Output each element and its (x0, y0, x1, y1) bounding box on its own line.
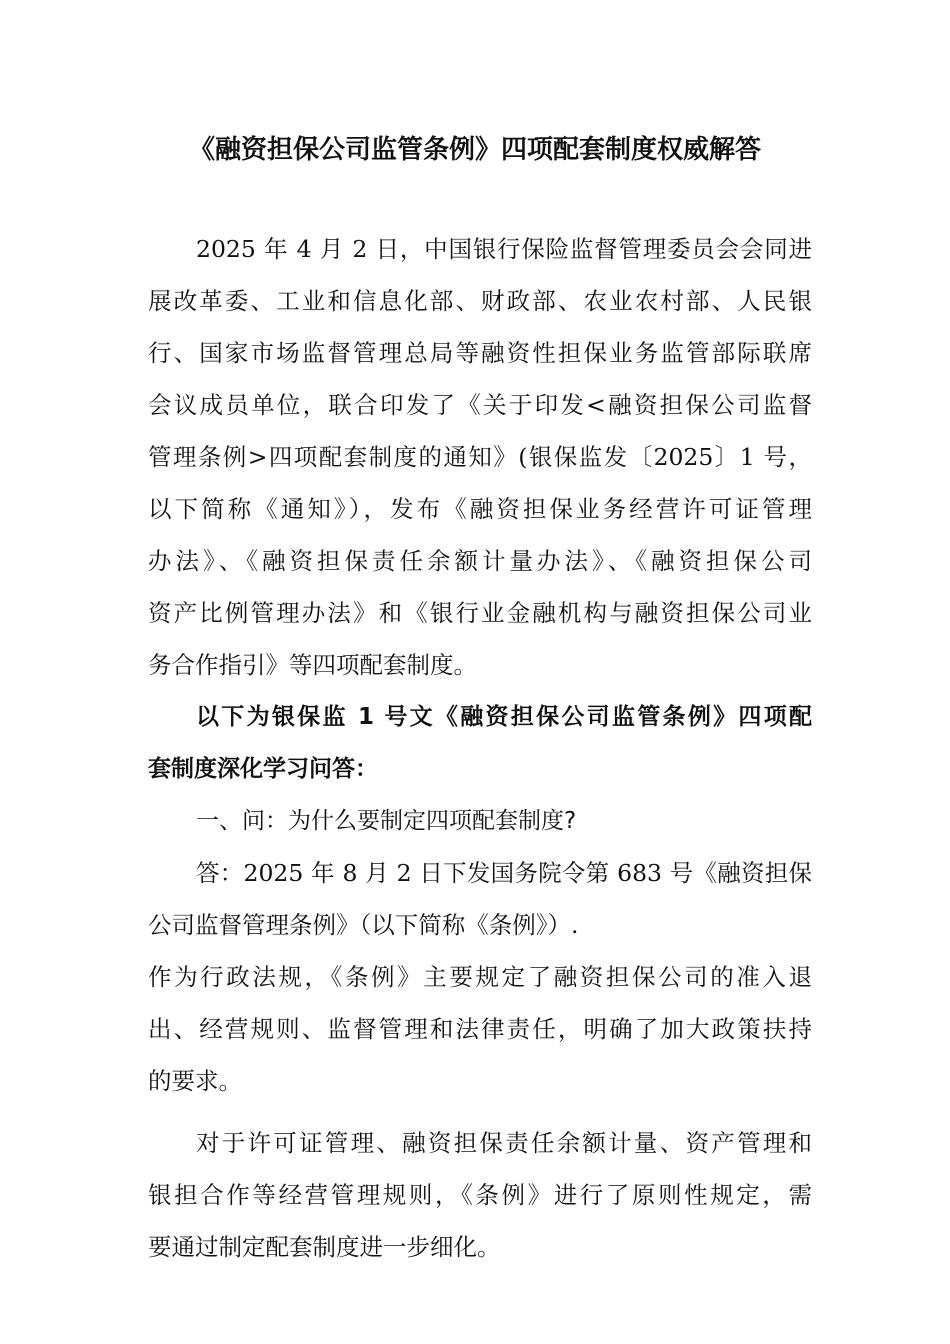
para1-line-4: 会议成员单位，联合印发了《关于印发<融资担保公司监督 (148, 391, 812, 419)
para3-line-3: 的要求。 (148, 1067, 242, 1095)
para3-line-1: 作为行政法规，《条例》主要规定了融资担保公司的准入退 (148, 963, 812, 991)
para1-line-9: 务合作指引》等四项配套制度。 (148, 651, 477, 679)
para1-line-3: 行、国家市场监督管理总局等融资性担保业务监管部际联席 (148, 339, 812, 367)
para1-line-8: 资产比例管理办法》和《银行业金融机构与融资担保公司业 (148, 599, 812, 627)
para1-line-6: 以下简称《通知》），发布《融资担保业务经营许可证管理 (148, 495, 812, 523)
para4-line-3: 要通过制定配套制度进一步细化。 (148, 1233, 501, 1261)
para1-line-2: 展改革委、工业和信息化部、财政部、农业农村部、人民银 (148, 287, 812, 315)
para2-line-2: 套制度深化学习问答： (148, 756, 378, 782)
para4-line-2: 银担合作等经营管理规则，《条例》进行了原则性规定，需 (148, 1181, 812, 1209)
para2-line-1: 以下为银保监 1 号文《融资担保公司监管条例》四项配 (196, 704, 812, 730)
answer1-line-1: 答：2025 年 8 月 2 日下发国务院令第 683 号《融资担保 (196, 859, 812, 887)
para3-line-2: 出、经营规则、监督管理和法律责任，明确了加大政策扶持 (148, 1015, 812, 1043)
para4-line-1: 对于许可证管理、融资担保责任余额计量、资产管理和 (196, 1129, 812, 1157)
document-title: 《融资担保公司监管条例》四项配套制度权威解答 (188, 135, 761, 165)
para1-line-5: 管理条例>四项配套制度的通知》(银保监发〔2025〕1 号， (148, 443, 812, 471)
answer1-line-2: 公司监督管理条例》（以下简称《条例》）. (148, 911, 579, 939)
para1-line-1: 2025 年 4 月 2 日，中国银行保险监督管理委员会会同进 (196, 235, 812, 263)
para1-line-7: 办法》、《融资担保责任余额计量办法》、《融资担保公司 (148, 547, 812, 575)
question-1-heading: 一、问：为什么要制定四项配套制度? (196, 808, 577, 834)
